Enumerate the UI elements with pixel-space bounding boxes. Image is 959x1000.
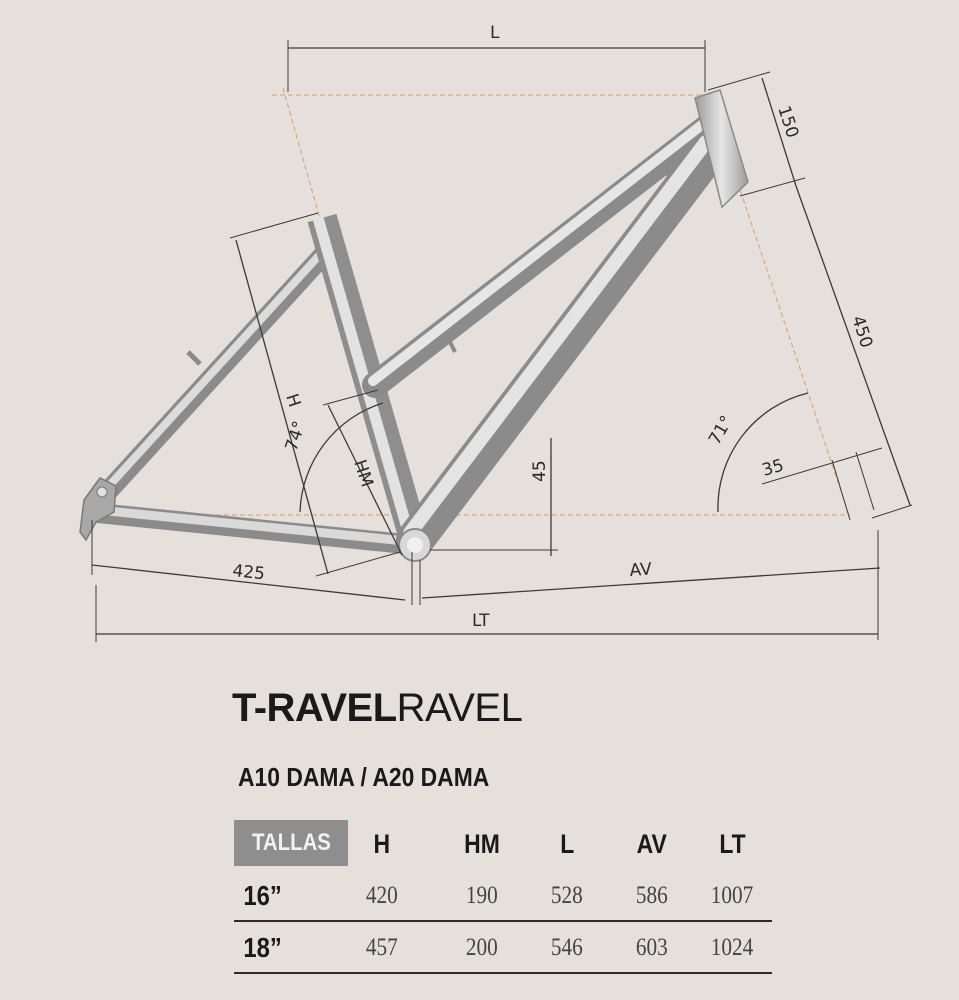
header-AV: AV <box>636 828 668 859</box>
value-L: 546 <box>551 934 583 961</box>
value-L: 528 <box>551 882 583 909</box>
value-AV: 603 <box>636 934 668 961</box>
label-HM: HM <box>349 457 377 490</box>
model-name: A10 DAMA / A20 DAMA <box>238 762 490 792</box>
value-LT: 1007 <box>710 882 754 909</box>
value-HM: 190 <box>466 882 498 909</box>
row-divider <box>234 972 772 974</box>
table-row <box>232 870 772 922</box>
label-H: H <box>281 391 305 410</box>
label-LT: LT <box>472 611 490 631</box>
header-H: H <box>373 828 391 859</box>
size-label: 16” <box>243 880 282 911</box>
value-H: 420 <box>366 882 398 909</box>
brand-light: RAVEL <box>396 686 523 730</box>
label-35: 35 <box>759 455 787 481</box>
header-LT: LT <box>718 828 746 859</box>
value-H: 457 <box>366 934 398 961</box>
value-HM: 200 <box>466 934 498 961</box>
label-71-deg: 71° <box>705 412 738 449</box>
bike-frame <box>80 90 748 561</box>
value-LT: 1024 <box>710 934 754 961</box>
label-74-deg: 74° <box>281 418 311 454</box>
table-row <box>232 922 772 974</box>
brand-title <box>232 688 522 728</box>
header-HM: HM <box>464 828 500 859</box>
label-AV: AV <box>628 559 653 581</box>
label-45: 45 <box>530 460 550 482</box>
value-AV: 586 <box>636 882 668 909</box>
size-label: 18” <box>243 932 282 963</box>
label-425: 425 <box>231 561 266 585</box>
header-L: L <box>559 828 575 859</box>
label-450: 450 <box>847 313 877 351</box>
tallas-header: TALLAS <box>234 820 348 866</box>
table-header-row <box>232 818 772 870</box>
size-table <box>232 818 772 974</box>
brand-bold: T-RAVEL <box>232 686 397 730</box>
label-150: 150 <box>773 103 803 141</box>
label-L: L <box>490 23 500 43</box>
